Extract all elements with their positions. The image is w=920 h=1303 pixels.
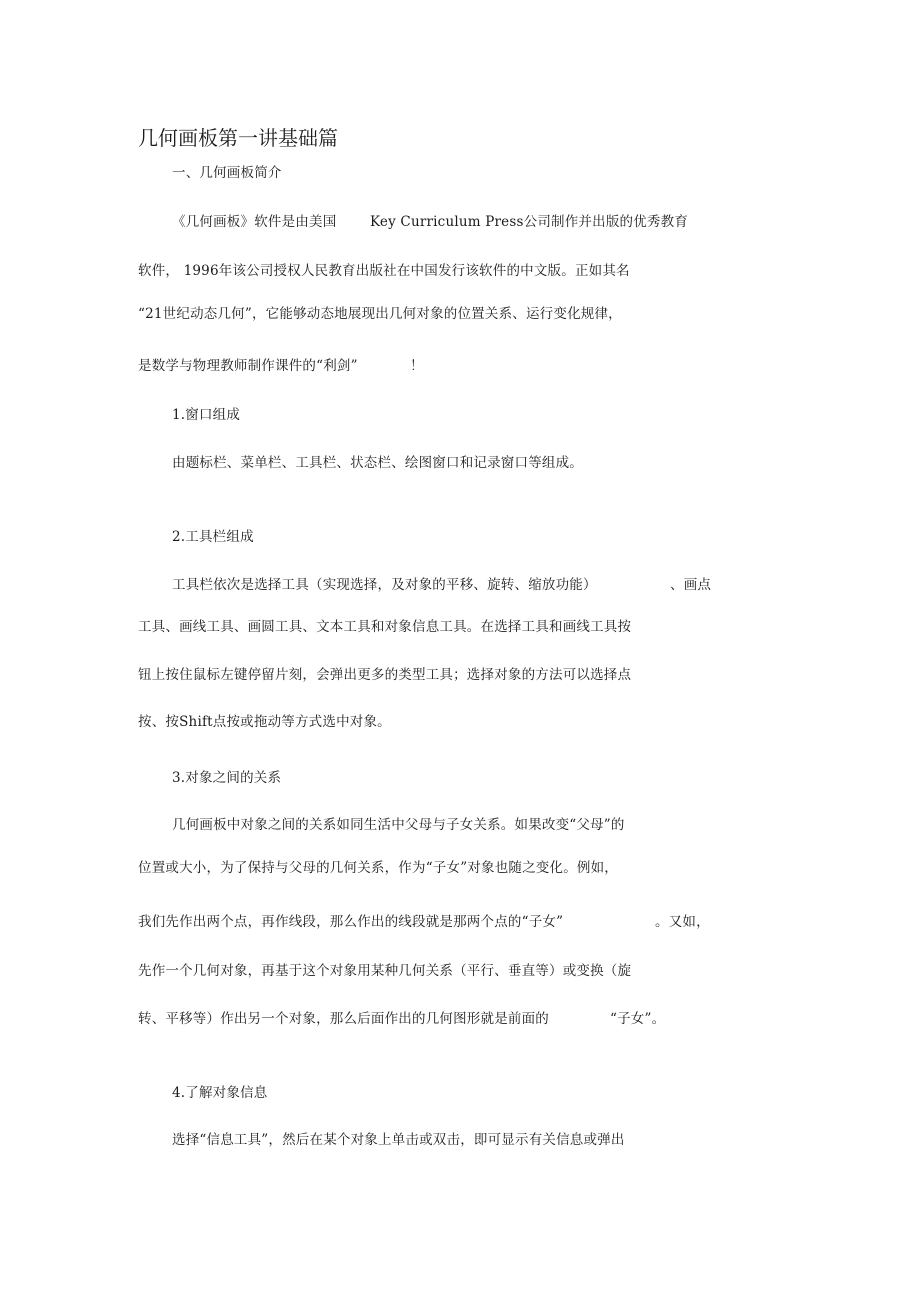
heading-window-composition: 1.窗口组成	[172, 407, 241, 423]
heading-object-relations: 3.对象之间的关系	[172, 770, 282, 786]
intro-line-1a: 《几何画板》软件是由美国	[172, 214, 337, 230]
page-title: 几何画板第一讲基础篇	[138, 126, 338, 150]
relations-line-2: 位置或大小，为了保持与父母的几何关系，作为“子女”对象也随之变化。例如，	[138, 860, 619, 876]
intro-line-2: 软件， 1996年该公司授权人民教育出版社在中国发行该软件的中文版。正如其名	[138, 263, 630, 279]
toolbar-line-3: 钮上按住鼠标左键停留片刻，会弹出更多的类型工具；选择对象的方法可以选择点	[138, 667, 632, 683]
heading-object-info: 4.了解对象信息	[172, 1085, 268, 1101]
heading-toolbar-composition: 2.工具栏组成	[172, 529, 254, 545]
intro-line-4a: 是数学与物理教师制作课件的“利剑”	[138, 358, 358, 374]
relations-line-1: 几何画板中对象之间的关系如同生活中父母与子女关系。如果改变“父母”的	[172, 817, 625, 833]
toolbar-line-1b: 、画点	[670, 577, 712, 593]
toolbar-line-1a: 工具栏依次是选择工具（实现选择，及对象的平移、旋转、缩放功能）	[172, 577, 597, 593]
relations-line-5b: “子女”。	[610, 1011, 666, 1027]
intro-line-4b: ！	[410, 358, 424, 374]
section-heading-intro: 一、几何画板简介	[172, 165, 282, 181]
relations-line-3a: 我们先作出两个点，再作线段，那么作出的线段就是那两个点的“子女”	[138, 914, 564, 930]
intro-line-1b: Key Curriculum Press公司制作并出版的优秀教育	[370, 214, 689, 230]
toolbar-line-4: 按、按Shift点按或拖动等方式选中对象。	[138, 714, 391, 730]
relations-line-4: 先作一个几何对象，再基于这个对象用某种几何关系（平行、垂直等）或变换（旋	[138, 963, 632, 979]
relations-line-5a: 转、平移等）作出另一个对象，那么后面作出的几何图形就是前面的	[138, 1011, 549, 1027]
toolbar-line-2: 工具、画线工具、画圆工具、文本工具和对象信息工具。在选择工具和画线工具按	[138, 619, 632, 635]
intro-line-3: “21世纪动态几何”，它能够动态地展现出几何对象的位置关系、运行变化规律，	[138, 306, 622, 322]
object-info-line-1: 选择“信息工具”，然后在某个对象上单击或双击，即可显示有关信息或弹出	[172, 1132, 625, 1148]
window-composition-text: 由题标栏、菜单栏、工具栏、状态栏、绘图窗口和记录窗口等组成。	[172, 455, 583, 471]
relations-line-3b: 。又如，	[655, 914, 710, 930]
